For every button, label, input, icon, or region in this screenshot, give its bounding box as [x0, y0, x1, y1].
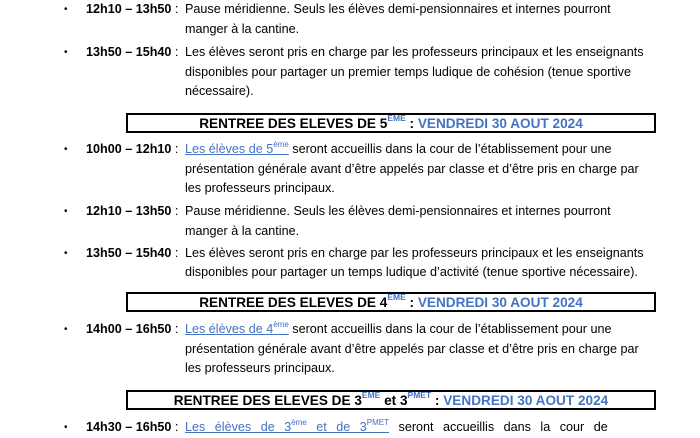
time-slot: 10h00 – 12h10 : — [86, 142, 179, 156]
section-header-3eme: RENTREE DES ELEVES DE 3EME et $3^{PMET}$ : VENDREDI 30 AOUT 2024 — [126, 390, 656, 410]
item-line: les professeurs principaux. — [185, 181, 335, 195]
item-line: manger à la cantine. — [185, 224, 300, 238]
item-line: nécessaire). — [185, 84, 254, 98]
time-slot: 12h10 – 13h50 : — [86, 204, 179, 218]
bullet: • — [64, 248, 68, 259]
time-slot: 14h00 – 16h50 : — [86, 322, 179, 336]
bullet: • — [64, 4, 68, 15]
item-line: Les élèves seront pris en charge par les professeurs principaux et les enseignants — [185, 45, 644, 59]
item-line: présentation générale avant d’être appelés par classe et d’être pris en charge par — [185, 162, 639, 176]
bullet: • — [64, 144, 68, 155]
section-header-5eme: RENTREE DES ELEVES DE 5EME : VENDREDI 30 AOUT 2024 — [126, 113, 656, 133]
item-line: disponibles pour partager un premier temps ludique de cohésion (tenue sportive — [185, 65, 631, 79]
time-slot: 14h30 – 16h50 : — [86, 420, 179, 434]
bullet: • — [64, 47, 68, 58]
eleves-5eme-link[interactable]: Les élèves de 5ème — [185, 140, 289, 156]
item-line: présentation générale avant d’être appelés par classe et d’être pris en charge par — [185, 342, 639, 356]
section-header-4eme: RENTREE DES ELEVES DE 4EME : VENDREDI 30 AOUT 2024 — [126, 292, 656, 312]
item-line: Les élèves de 3ème et de $3^{PMET}$ seront accueillis dans la cour de — [185, 418, 608, 434]
time-slot: 13h50 – 15h40 : — [86, 246, 179, 260]
item-line: manger à la cantine. — [185, 22, 300, 36]
item-line: Pause méridienne. Seuls les élèves demi-pensionnaires et internes pourront — [185, 2, 611, 16]
eleves-4eme-link[interactable]: Les élèves de 4ème — [185, 320, 289, 336]
bullet: • — [64, 206, 68, 217]
eleves-3eme-link[interactable]: Les élèves de 3ème et de $3^{PMET}$ — [185, 418, 390, 434]
bullet: • — [64, 422, 68, 433]
time-slot: 12h10 – 13h50 : — [86, 2, 179, 16]
time-slot: 13h50 – 15h40 : — [86, 45, 179, 59]
item-line: les professeurs principaux. — [185, 361, 335, 375]
bullet: • — [64, 324, 68, 335]
item-line: Les élèves de 4ème seront accueillis dans la cour de l’établissement pour une — [185, 320, 612, 336]
item-line: Pause méridienne. Seuls les élèves demi-pensionnaires et internes pourront — [185, 204, 611, 218]
item-line: Les élèves de 5ème seront accueillis dans la cour de l’établissement pour une — [185, 140, 612, 156]
item-line: disponibles pour partager un temps ludique d’activité (tenue sportive nécessaire). — [185, 265, 638, 279]
item-line: Les élèves seront pris en charge par les professeurs principaux et les enseignants — [185, 246, 644, 260]
